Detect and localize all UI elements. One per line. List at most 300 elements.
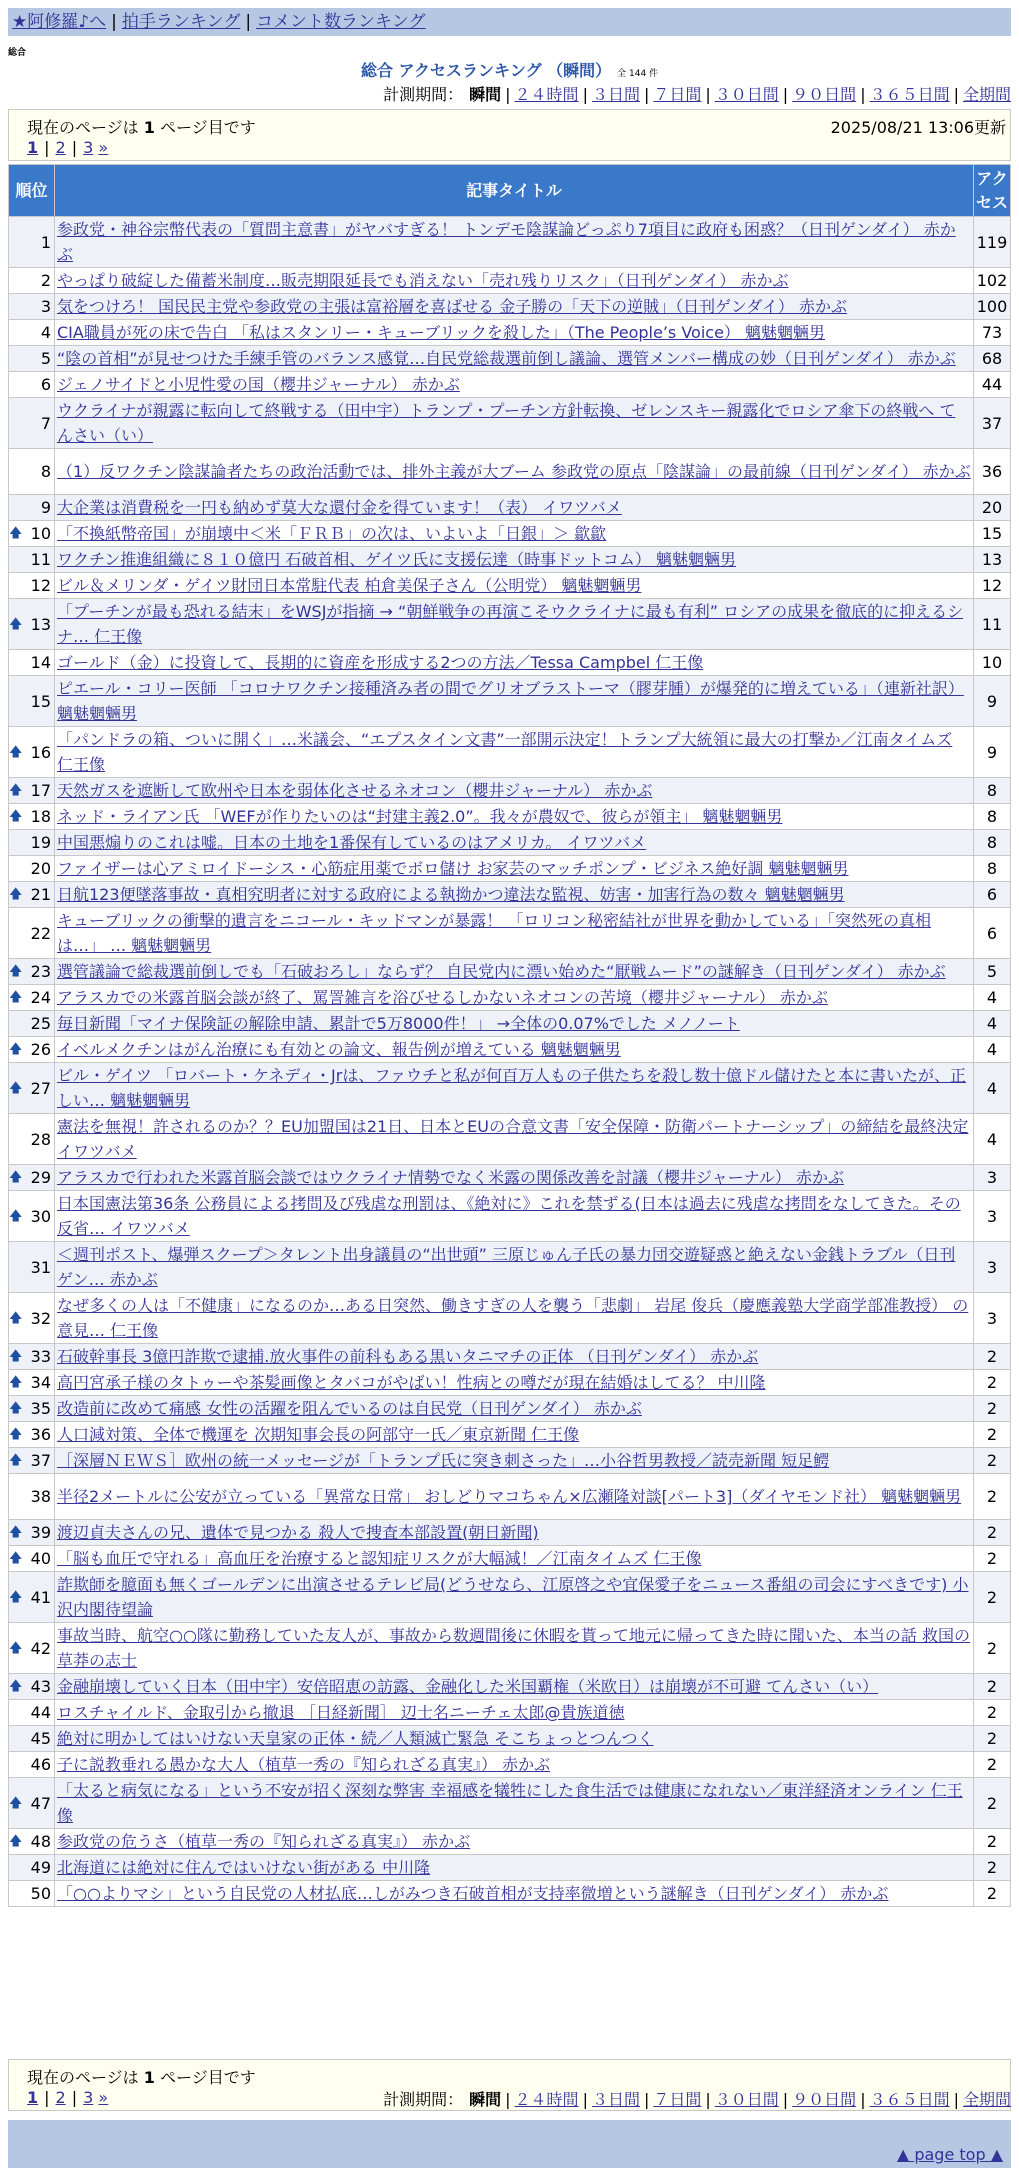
rank-number: 1 — [40, 232, 51, 252]
header-access: アクセス — [974, 165, 1011, 217]
rank-number: 19 — [30, 833, 51, 852]
period-separator: | — [782, 2090, 789, 2109]
table-row — [9, 830, 1011, 856]
article-link[interactable]: 半径2メートルに公安が立っている「異常な日常」 おしどりマコちゃん×広瀬隆対談[パート3]（ダイヤモンド社） 魑魅魍魎男 — [57, 1487, 962, 1506]
title-cell — [55, 1546, 974, 1572]
pager-current-page[interactable]: 1 — [27, 138, 39, 157]
period-label: 計測期間： — [383, 2090, 464, 2109]
article-link[interactable]: 大企業は消費税を一円も納めず莫大な還付金を得ています！（表） イワツバメ — [57, 498, 622, 517]
rank-cell — [9, 1778, 55, 1829]
table-row — [9, 346, 1011, 372]
rank-number: 6 — [40, 375, 51, 394]
article-link[interactable]: 「脳も血圧で守れる」高血圧を治療すると認知症リスクが大幅減！／江南タイムズ 仁王像 — [57, 1549, 702, 1568]
article-link[interactable]: 「不換紙幣帝国」が崩壊中＜米「ＦＲＢ」の次は、いよいよ「日銀」＞ 歙歙 — [57, 524, 607, 543]
up-arrow-icon: 🡅 — [9, 1589, 23, 1605]
access-count: 2 — [974, 1572, 1011, 1623]
table-row — [9, 1242, 1011, 1293]
period-link[interactable]: ３０日間 — [714, 2090, 779, 2109]
up-arrow-icon: 🡅 — [9, 1795, 23, 1811]
article-link[interactable]: ゴールド（金）に投資して、長期的に資産を形成する2つの方法／Tessa Campbel 仁王像 — [57, 653, 704, 672]
table-row — [9, 1114, 1011, 1165]
up-arrow-icon: 🡅 — [9, 1349, 23, 1364]
pager-current-page[interactable]: 1 — [27, 2088, 39, 2107]
period-separator: | — [505, 85, 511, 104]
access-count: 15 — [974, 521, 1011, 547]
rank-cell — [9, 573, 55, 599]
article-link[interactable]: ピエール・コリー医師 「コロナワクチン接種済み者の間でグリオブラストーマ（膠芽腫）が爆発的に増えている」（連新社訳） 魑魅魍魎男 — [57, 679, 964, 723]
access-count: 3 — [974, 1242, 1011, 1293]
rank-cell — [9, 1011, 55, 1037]
rank-number: 50 — [30, 1884, 51, 1903]
rank-number: 16 — [30, 742, 51, 762]
article-link[interactable]: ワクチン推進組織に８１０億円 石破首相、ゲイツ氏に支援伝達（時事ドットコム） 魑魅魍魎男 — [57, 550, 736, 569]
rank-number: 9 — [40, 498, 51, 517]
title-cell — [55, 727, 974, 778]
title-cell — [55, 521, 974, 547]
access-count: 2 — [974, 1520, 1011, 1546]
title-cell — [55, 1700, 974, 1726]
access-count: 5 — [974, 959, 1011, 985]
total-count: 全 144 件 — [617, 69, 659, 79]
period-separator: | — [582, 85, 588, 104]
period-link[interactable]: ９０日間 — [792, 2090, 857, 2109]
rank-cell — [9, 1344, 55, 1370]
rank-number: 21 — [30, 885, 51, 904]
rank-number: 40 — [30, 1549, 51, 1568]
table-row — [9, 856, 1011, 882]
up-arrow-icon: 🡅 — [9, 744, 23, 760]
title-cell — [55, 1752, 974, 1778]
access-count: 2 — [974, 1474, 1011, 1520]
table-row — [9, 1726, 1011, 1752]
access-count: 44 — [974, 372, 1011, 398]
article-link[interactable]: ＜週刊ポスト、爆弾スクープ＞タレント出身議員の“出世頭” 三原じゅん子氏の暴力団交遊疑惑と絶えない金銭トラブル（日刊ゲン… 赤かぶ — [57, 1245, 956, 1289]
table-row — [9, 1344, 1011, 1370]
rank-number: 29 — [30, 1168, 51, 1187]
access-count: 2 — [974, 1396, 1011, 1422]
rank-cell — [9, 294, 55, 320]
period-separator: | — [782, 85, 789, 104]
rank-cell — [9, 1855, 55, 1881]
rank-cell — [9, 1114, 55, 1165]
rank-number: 49 — [30, 1858, 51, 1877]
rank-number: 24 — [30, 988, 51, 1007]
table-row — [9, 398, 1011, 449]
article-link[interactable]: ［深層ＮＥＷＳ］欧州の統一メッセージが「トランプ氏に突き刺さった」…小谷哲男教授／読売新聞 短足鰐 — [57, 1451, 830, 1470]
title-cell — [55, 268, 974, 294]
rank-number: 8 — [40, 462, 51, 481]
access-count: 3 — [974, 1293, 1011, 1344]
article-link[interactable]: 参政党・神谷宗幣代表の「質問主意書」がヤバすぎる！ トンデモ陰謀論どっぷり7項目に政府も困惑？（日刊ゲンダイ） 赤かぶ — [57, 220, 956, 264]
title-cell — [55, 985, 974, 1011]
rank-cell — [9, 495, 55, 521]
article-link[interactable]: ビル＆メリンダ・ゲイツ財団日本常駐代表 柏倉美保子さん（公明党） 魑魅魍魎男 — [57, 576, 642, 595]
article-link[interactable]: ウクライナが親露に転向して終戦する（田中宇）トランプ・プーチン方針転換、ゼレンスキー親露化でロシア傘下の終戦へ てんさい（い） — [57, 401, 956, 445]
pager-separator: | — [44, 2088, 50, 2107]
rank-number: 30 — [30, 1206, 51, 1226]
rank-cell — [9, 1037, 55, 1063]
page-top-link[interactable]: ▲ page top ▲ — [896, 2145, 1003, 2164]
period-link[interactable]: 全期間 — [962, 85, 1011, 104]
access-count: 2 — [974, 1752, 1011, 1778]
title-cell — [55, 599, 974, 650]
table-row — [9, 1855, 1011, 1881]
access-count: 2 — [974, 1829, 1011, 1855]
rank-cell — [9, 521, 55, 547]
article-link[interactable]: 金融崩壊していく日本（田中宇）安倍昭恵の訪露、金融化した米国覇権（米欧日）は崩壊が不可避 てんさい（い） — [57, 1677, 879, 1696]
up-arrow-icon: 🡅 — [9, 1834, 23, 1849]
rank-number: 13 — [30, 614, 51, 634]
rank-number: 41 — [30, 1587, 51, 1607]
rank-cell — [9, 650, 55, 676]
rank-number: 31 — [30, 1257, 51, 1277]
rank-number: 25 — [30, 1014, 51, 1033]
title-cell — [55, 1829, 974, 1855]
article-link[interactable]: 石破幹事長 3億円詐欺で逮捕.放火事件の前科もある黒いタニマチの正体 （日刊ゲンダイ） 赤かぶ — [57, 1347, 759, 1366]
period-separator: | — [860, 85, 866, 104]
article-link[interactable]: 「プーチンが最も恐れる結末」をWSJが指摘 → “朝鮮戦争の再演こそウクライナに最も有利” ロシアの成果を徹底的に抑えるシナ… 仁王像 — [57, 602, 964, 646]
article-link[interactable]: やっぱり破綻した備蓄米制度…販売期限延長でも消えない「売れ残りリスク」（日刊ゲンダイ） 赤かぶ — [57, 271, 789, 290]
rank-cell — [9, 1829, 55, 1855]
table-row — [9, 1700, 1011, 1726]
table-row — [9, 727, 1011, 778]
period-current: 瞬間 — [469, 85, 502, 104]
current-page-suffix: ページ目です — [154, 118, 256, 137]
title-cell — [55, 1572, 974, 1623]
footer-bar — [8, 2120, 1011, 2168]
pager-separator: | — [71, 138, 78, 157]
title-cell — [55, 1114, 974, 1165]
pager-page-link[interactable]: 3 — [83, 138, 94, 157]
table-row — [9, 1063, 1011, 1114]
article-link[interactable]: 「太ると病気になる」という不安が招く深刻な弊害 幸福感を犠牲にした食生活では健康になれない／東洋経済オンライン 仁王像 — [57, 1781, 963, 1825]
title-cell — [55, 294, 974, 320]
table-row — [9, 547, 1011, 573]
access-count: 36 — [974, 449, 1011, 495]
title-cell — [55, 650, 974, 676]
pager-page-link[interactable]: 2 — [55, 2088, 66, 2107]
period-link[interactable]: ３日間 — [591, 85, 640, 104]
rank-cell — [9, 830, 55, 856]
rank-cell — [9, 599, 55, 650]
rank-cell — [9, 1572, 55, 1623]
access-count: 4 — [974, 1114, 1011, 1165]
rank-cell — [9, 1623, 55, 1674]
article-link[interactable]: 高円宮承子様のタトゥーや茶髪画像とタバコがやばい！性病との噂だが現在結婚はしてる？ 中川隆 — [57, 1373, 766, 1392]
article-link[interactable]: ネッド・ライアン氏 「WEFが作りたいのは“封建主義2.0”。我々が農奴で、彼らが領主」 魑魅魍魎男 — [57, 807, 783, 826]
rank-cell — [9, 1191, 55, 1242]
title-cell — [55, 1293, 974, 1344]
title-cell — [55, 1674, 974, 1700]
access-count: 10 — [974, 650, 1011, 676]
rank-cell — [9, 346, 55, 372]
article-link[interactable]: ビル・ゲイツ 「ロバート・ケネディ・Jrは、ファウチと私が何百万人もの子供たちを殺し数十億ドル儲けたと本に書いたが、正しい… 魑魅魍魎男 — [57, 1066, 967, 1110]
table-row — [9, 1011, 1011, 1037]
access-count: 37 — [974, 398, 1011, 449]
category-label: 総合 — [8, 48, 27, 58]
title-cell — [55, 217, 974, 268]
title-cell — [55, 1191, 974, 1242]
rank-cell — [9, 320, 55, 346]
article-link[interactable]: “陰の首相”が見せつけた手練手管のバランス感覚…自民党総裁選前倒し議論、選管メンバー構成の妙（日刊ゲンダイ） 赤かぶ — [57, 349, 956, 368]
article-link[interactable]: 「○○よりマシ」という自民党の人材払底…しがみつき石破首相が支持率微増という謎解き（日刊ゲンダイ） 赤かぶ — [57, 1884, 889, 1903]
period-link[interactable]: ７日間 — [653, 85, 702, 104]
access-count: 2 — [974, 1881, 1011, 1907]
article-link[interactable]: イベルメクチンはがん治療にも有効との論文、報告例が増えている 魑魅魍魎男 — [57, 1040, 621, 1059]
period-link[interactable]: 全期間 — [962, 2090, 1011, 2109]
current-page-prefix: 現在のページは — [27, 2068, 144, 2087]
up-arrow-icon: 🡅 — [9, 1208, 23, 1224]
period-separator: | — [953, 85, 959, 104]
nav-separator: | — [111, 12, 117, 32]
article-link[interactable]: 絶対に明かしてはいけない天皇家の正体・続／人類滅亡緊急 そこちょっとつんつく — [57, 1729, 654, 1748]
pagination-top — [27, 138, 108, 157]
rank-cell — [9, 1546, 55, 1572]
rank-cell — [9, 1474, 55, 1520]
article-link[interactable]: （1）反ワクチン陰謀論者たちの政治活動では、排外主義が大ブーム 参政党の原点「陰謀論」の最前線（日刊ゲンダイ） 赤かぶ — [57, 462, 971, 481]
rank-number: 47 — [30, 1793, 51, 1813]
up-arrow-icon: 🡅 — [9, 990, 23, 1005]
rank-cell — [9, 1881, 55, 1907]
access-count: 2 — [974, 1726, 1011, 1752]
period-separator: | — [705, 85, 711, 104]
up-arrow-icon: 🡅 — [9, 526, 23, 541]
table-header-row — [9, 165, 1011, 217]
access-count: 68 — [974, 346, 1011, 372]
title-cell — [55, 676, 974, 727]
article-link[interactable]: なぜ多くの人は「不健康」になるのか…ある日突然、働きすぎの人を襲う「悲劇」 岩尾 俊兵（慶應義塾大学商学部准教授） の意見… 仁王像 — [57, 1296, 969, 1340]
rank-cell — [9, 778, 55, 804]
article-link[interactable]: 人口減対策、全体で機運を 次期知事会長の阿部守一氏／東京新聞 仁王像 — [57, 1425, 580, 1444]
current-page-text — [27, 2065, 256, 2088]
period-link[interactable]: ９０日間 — [792, 85, 857, 104]
article-link[interactable]: 日本国憲法第36条 公務員による拷問及び残虐な刑罰は、《絶対に》これを禁ずる(日本は過去に残虐な拷問をなしてきた。その反省… イワツバメ — [57, 1194, 961, 1238]
current-page-number: 1 — [143, 118, 155, 137]
article-link[interactable]: 日航123便墜落事故・真相究明者に対する政府による執拗かつ違法な監視、妨害・加害行為の数々 魑魅魍魎男 — [57, 885, 845, 904]
rank-number: 15 — [30, 691, 51, 711]
period-separator: | — [505, 2090, 511, 2109]
article-link[interactable]: 改造前に改めて痛感 女性の活躍を阻んでいるのは自民党（日刊ゲンダイ） 赤かぶ — [57, 1399, 642, 1418]
title-cell — [55, 1063, 974, 1114]
title-cell — [55, 449, 974, 495]
pager-page-link[interactable]: 2 — [55, 138, 66, 157]
table-row — [9, 1752, 1011, 1778]
access-count: 102 — [974, 268, 1011, 294]
access-count: 11 — [974, 599, 1011, 650]
page-info-top — [8, 109, 1011, 161]
table-row — [9, 1037, 1011, 1063]
period-current: 瞬間 — [469, 2090, 502, 2109]
table-row — [9, 1829, 1011, 1855]
table-row — [9, 1623, 1011, 1674]
table-row — [9, 1674, 1011, 1700]
up-arrow-icon: 🡅 — [9, 809, 23, 824]
title-cell — [55, 346, 974, 372]
article-link[interactable]: ファイザーは心アミロイドーシス・心筋症用薬でボロ儲け お家芸のマッチポンプ・ビジネス絶好調 魑魅魍魎男 — [57, 859, 849, 878]
rank-cell — [9, 1448, 55, 1474]
rank-number: 14 — [30, 653, 51, 672]
title-cell — [55, 1422, 974, 1448]
table-row — [9, 495, 1011, 521]
rank-number: 45 — [30, 1729, 51, 1748]
article-link[interactable]: ロスチャイルド、金取引から撤退 ［日経新聞］ 辺士名ニーチェ太郎@貴族道徳 — [57, 1703, 625, 1722]
title-cell — [55, 908, 974, 959]
period-link[interactable]: ３６５日間 — [869, 85, 950, 104]
title-cell — [55, 1448, 974, 1474]
rank-cell — [9, 882, 55, 908]
article-link[interactable]: 中国悪煽りのこれは嘘。日本の土地を1番保有しているのはアメリカ。 イワツバメ — [57, 833, 647, 852]
title-cell — [55, 1778, 974, 1829]
period-link[interactable]: ２４時間 — [514, 2090, 579, 2109]
rank-cell — [9, 268, 55, 294]
rank-number: 11 — [30, 550, 51, 569]
title-cell — [55, 959, 974, 985]
table-row — [9, 320, 1011, 346]
period-link[interactable]: ３日間 — [591, 2090, 640, 2109]
current-page-prefix: 現在のページは — [27, 118, 144, 137]
title-cell — [55, 1474, 974, 1520]
table-row — [9, 1474, 1011, 1520]
title-cell — [55, 573, 974, 599]
access-count: 4 — [974, 985, 1011, 1011]
period-link[interactable]: ３６５日間 — [869, 2090, 950, 2109]
article-link[interactable]: CIA職員が死の床で告白 「私はスタンリー・キューブリックを殺した」（The People’s Voice） 魑魅魍魎男 — [57, 323, 826, 342]
rank-number: 5 — [40, 349, 51, 368]
up-arrow-icon: 🡅 — [9, 783, 23, 798]
nav-link-asyura[interactable]: ★阿修羅♪へ — [12, 12, 107, 32]
rank-number: 2 — [40, 271, 51, 290]
table-row — [9, 521, 1011, 547]
access-count: 2 — [974, 1623, 1011, 1674]
pager-next-link[interactable]: » — [98, 138, 109, 157]
article-link[interactable]: アラスカでの米露首脳会談が終了、罵詈雑言を浴びせるしかないネオコンの苦境（櫻井ジャーナル） 赤かぶ — [57, 988, 828, 1007]
rank-number: 37 — [30, 1451, 51, 1470]
up-arrow-icon: 🡅 — [9, 1375, 23, 1390]
up-arrow-icon: 🡅 — [9, 1453, 23, 1468]
access-count: 2 — [974, 1778, 1011, 1829]
title-cell — [55, 1011, 974, 1037]
ranking-table — [8, 164, 1011, 1907]
article-link[interactable]: 憲法を無視！許されるのか？？EU加盟国は21日、日本とEUの合意文書「安全保障・防衛パートナーシップ」の締結を最終決定 イワツバメ — [57, 1117, 969, 1161]
access-count: 20 — [974, 495, 1011, 521]
rank-cell — [9, 1752, 55, 1778]
table-row — [9, 959, 1011, 985]
period-separator: | — [705, 2090, 711, 2109]
title-cell — [55, 1520, 974, 1546]
article-link[interactable]: ジェノサイドと小児性愛の国（櫻井ジャーナル） 赤かぶ — [57, 375, 460, 394]
table-row — [9, 1293, 1011, 1344]
rank-number: 20 — [30, 859, 51, 878]
rank-number: 26 — [30, 1040, 51, 1059]
article-link[interactable]: 詐欺師を臆面も無くゴールデンに出演させるテレビ局(どうせなら、江原啓之や宜保愛子をニュース番組の司会にすべきです) 小沢内閣待望論 — [57, 1575, 969, 1619]
rank-cell — [9, 804, 55, 830]
rank-number: 3 — [40, 297, 51, 316]
table-row — [9, 804, 1011, 830]
article-link[interactable]: 渡辺貞夫さんの兄、遺体で見つかる 殺人で捜査本部設置(朝日新聞) — [57, 1523, 539, 1542]
article-link[interactable]: 事故当時、航空○○隊に勤務していた友人が、事故から数週間後に休暇を貰って地元に帰ってきた時に聞いた、本当の話 救国の草莽の志士 — [57, 1626, 971, 1670]
pager-separator: | — [44, 138, 50, 157]
article-link[interactable]: アラスカで行われた米露首脳会談ではウクライナ情勢でなく米露の関係改善を討議（櫻井ジャーナル） 赤かぶ — [57, 1168, 845, 1187]
period-link[interactable]: ７日間 — [653, 2090, 702, 2109]
rank-number: 27 — [30, 1078, 51, 1098]
access-count: 6 — [974, 908, 1011, 959]
title-cell — [55, 1726, 974, 1752]
title-cell — [55, 547, 974, 573]
title-cell — [55, 1396, 974, 1422]
access-count: 2 — [974, 1448, 1011, 1474]
access-count: 6 — [974, 882, 1011, 908]
current-page-text — [27, 115, 256, 138]
up-arrow-icon: 🡅 — [9, 1551, 23, 1566]
nav-separator: | — [245, 12, 252, 32]
rank-cell — [9, 1293, 55, 1344]
title-cell — [55, 882, 974, 908]
rank-number: 48 — [30, 1832, 51, 1851]
rank-cell — [9, 908, 55, 959]
article-link[interactable]: 選管議論で総裁選前倒しでも「石破おろし」ならず？ 自民党内に漂い始めた“厭戦ムード”の謎解き（日刊ゲンダイ） 赤かぶ — [57, 962, 946, 981]
article-link[interactable]: 「パンドラの箱、ついに開く」…米議会、“エプスタイン文書”一部開示決定！トランプ大統領に最大の打撃か／江南タイムズ 仁王像 — [57, 730, 953, 774]
rank-number: 22 — [30, 923, 51, 943]
up-arrow-icon: 🡅 — [9, 1525, 23, 1540]
up-arrow-icon: 🡅 — [9, 1080, 23, 1096]
access-count: 4 — [974, 1011, 1011, 1037]
period-separator: | — [643, 85, 650, 104]
table-row — [9, 1396, 1011, 1422]
table-row — [9, 1520, 1011, 1546]
table-row — [9, 908, 1011, 959]
article-link[interactable]: 天然ガスを遮断して欧州や日本を弱体化させるネオコン（櫻井ジャーナル） 赤かぶ — [57, 781, 653, 800]
pager-page-link[interactable]: 3 — [83, 2088, 94, 2107]
title-cell — [55, 320, 974, 346]
title-cell — [55, 1344, 974, 1370]
table-row — [9, 1165, 1011, 1191]
nav-link-applause-ranking[interactable]: 拍手ランキング — [121, 12, 241, 32]
access-count: 2 — [974, 1700, 1011, 1726]
rank-cell — [9, 372, 55, 398]
rank-number: 7 — [40, 413, 51, 433]
title-cell — [55, 856, 974, 882]
title-cell — [55, 495, 974, 521]
pager-next-link[interactable]: » — [98, 2088, 109, 2107]
article-link[interactable]: 参政党の危うさ（植草一秀の『知られざる真実』） 赤かぶ — [57, 1832, 471, 1851]
rank-cell — [9, 1422, 55, 1448]
rank-cell — [9, 1370, 55, 1396]
period-link[interactable]: ２４時間 — [514, 85, 579, 104]
title-cell — [55, 1242, 974, 1293]
table-row — [9, 1191, 1011, 1242]
article-link[interactable]: 気をつけろ！ 国民民主党や参政党の主張は富裕層を喜ばせる 金子勝の「天下の逆賊」（日刊ゲンダイ） 赤かぶ — [57, 297, 847, 316]
table-row — [9, 1881, 1011, 1907]
rank-cell — [9, 547, 55, 573]
article-link[interactable]: 北海道には絶対に住んではいけない街がある 中川隆 — [57, 1858, 431, 1877]
rank-cell — [9, 1242, 55, 1293]
access-count: 12 — [974, 573, 1011, 599]
rank-cell — [9, 1396, 55, 1422]
access-count: 2 — [974, 1370, 1011, 1396]
article-link[interactable]: 子に説教垂れる愚かな大人（植草一秀の『知られざる真実』） 赤かぶ — [57, 1755, 551, 1774]
rank-cell — [9, 449, 55, 495]
period-separator: | — [643, 2090, 650, 2109]
header-rank: 順位 — [9, 165, 55, 217]
period-link[interactable]: ３０日間 — [714, 85, 779, 104]
article-link[interactable]: 毎日新聞「マイナ保険証の解除申請、累計で5万8000件！」 →全体の0.07%でした メノノート — [57, 1014, 740, 1033]
updated-timestamp: 2025/08/21 13:06更新 — [830, 118, 1006, 137]
article-link[interactable]: キューブリックの衝撃的遺言をニコール・キッドマンが暴露！ 「ロリコン秘密結社が世界を動かしている」「突然死の真相は…」 … 魑魅魍魎男 — [57, 911, 932, 955]
nav-link-comment-ranking[interactable]: コメント数ランキング — [256, 12, 426, 32]
period-selector-bottom — [383, 2087, 1011, 2110]
up-arrow-icon: 🡅 — [9, 1042, 23, 1057]
up-arrow-icon: 🡅 — [9, 1679, 23, 1694]
